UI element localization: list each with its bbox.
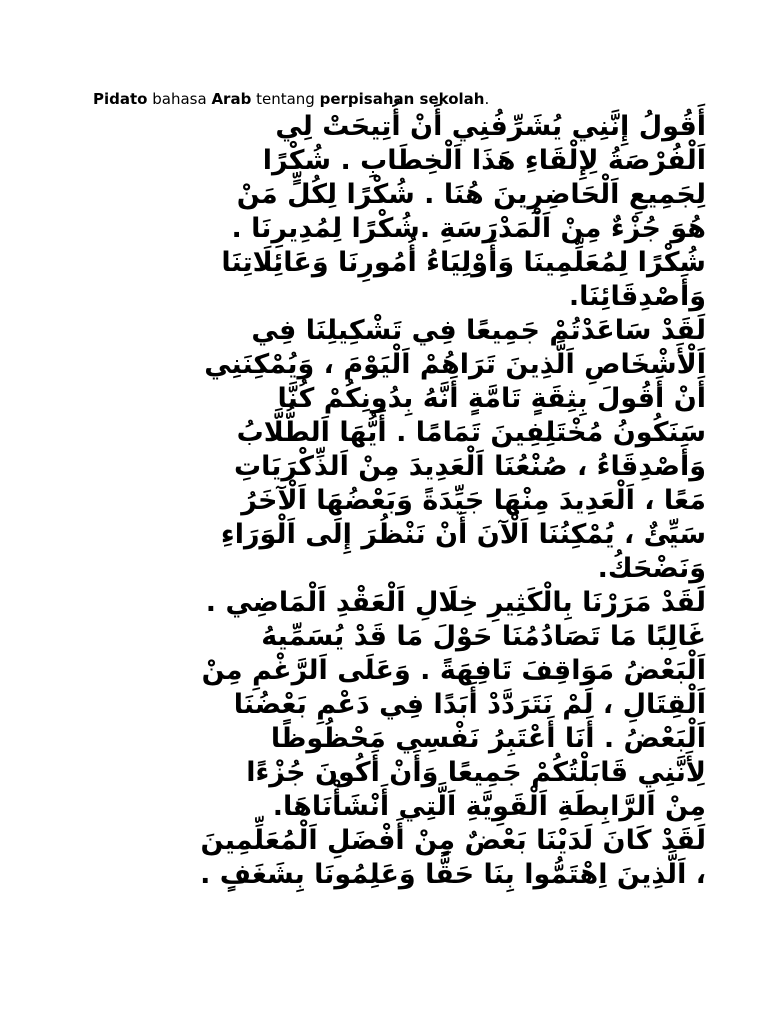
paragraph bbox=[90, 586, 706, 824]
text-line: لَقَدْ مَرَرْنَا بِالْكَثِيرِ خِلَالِ اَلْعَقْدِ اَلْمَاضِي . bbox=[205, 587, 706, 618]
title-segment: Pidato bbox=[93, 90, 148, 108]
paragraph bbox=[90, 110, 706, 314]
paragraph bbox=[90, 824, 706, 892]
text-line: سَنَكُونُ مُخْتَلِفِينَ تَمَامًا . أَيُّهَا اَلطُّلَّابُ bbox=[236, 417, 706, 448]
title-segment: perpisahan sekolah bbox=[319, 90, 485, 108]
text-line: لَقَدْ سَاعَدْتُمْ جَمِيعًا فِي تَشْكِيلِنَا فِي bbox=[251, 315, 706, 346]
text-line: لِأَنَّنِي قَابَلْتُكُمْ جَمِيعًا وَأَنْ أَكُونَ جُزْءًا bbox=[246, 757, 706, 788]
text-line: هُوَ جُزْءٌ مِنْ اَلْمَدْرَسَةِ .شُكْرًا لِمُدِيرِنَا . bbox=[231, 213, 706, 244]
text-line: مِنْ اَلرَّابِطَةِ اَلْقَوِيَّةِ اَلَّتِي أَنْشَأْنَاهَا. bbox=[272, 791, 706, 822]
text-line: اَلْبَعْضُ مَوَاقِفَ تَافِهَةً . وَعَلَى اَلرَّغْمِ مِنْ bbox=[201, 655, 706, 686]
document-title bbox=[93, 89, 489, 109]
text-line: مَعًا ، اَلْعَدِيدَ مِنْهَا جَيِّدَةً وَبَعْضُهَا اَلْآخَرُ bbox=[241, 485, 706, 516]
text-line: أَقُولُ إِنَّنِي يُشَرِّفُنِي أَنْ أُتِيحَتْ لِي bbox=[275, 111, 706, 142]
arabic-speech-body bbox=[90, 110, 706, 892]
text-line: ، اَلَّذِينَ اِهْتَمُّوا بِنَا حَقًّا وَعَلِمُونَا بِشَغَفٍ . bbox=[200, 859, 706, 890]
title-segment: tentang bbox=[251, 90, 320, 108]
text-line: لِجَمِيعِ اَلْحَاضِرِينَ هُنَا . شُكْرًا لِكُلٍّ مَنْ bbox=[236, 179, 706, 210]
text-line: لَقَدْ كَانَ لَدَيْنَا بَعْضٌ مِنْ أَفْضَلِ اَلْمُعَلِّمِينَ bbox=[200, 825, 706, 856]
title-segment: . bbox=[484, 90, 490, 108]
text-line: اَلْبَعْضُ . أَنَا أَعْتَبِرُ نَفْسِي مَحْظُوظًا bbox=[270, 723, 706, 754]
text-line: غَالِبًا مَا تَصَادُمُنَا حَوْلَ مَا قَدْ يُسَمِّيهُ bbox=[261, 621, 706, 652]
text-line: وَنَضْحَكُ. bbox=[597, 553, 706, 584]
text-line: أَنْ أَقُولَ بِثِقَةٍ تَامَّةٍ أَنَّهُ بِدُونِكُمْ كُنَّا bbox=[277, 383, 706, 414]
text-line: وَأَصْدِقَاءُ ، صُنْعُنَا اَلْعَدِيدَ مِنْ اَلذِّكْرَيَاتِ bbox=[234, 451, 706, 482]
title-segment: bahasa bbox=[147, 90, 212, 108]
text-line: اَلْفُرْصَةُ لِإِلْقَاءِ هَذَا اَلْخِطَابِ . شُكْرًا bbox=[262, 145, 706, 176]
text-line: سَيِّئٌ ، يُمْكِنُنَا اَلْآنَ أَنْ نَنْظُرَ إِلَى اَلْوَرَاءِ bbox=[220, 519, 706, 550]
text-line: وَأَصْدِقَائِنَا. bbox=[568, 281, 706, 312]
text-line: اَلْقِتَالِ ، لَمْ نَتَرَدَّدْ أَبَدًا فِي دَعْمِ بَعْضُنَا bbox=[233, 689, 706, 720]
paragraph bbox=[90, 314, 706, 586]
text-line: شُكْرًا لِمُعَلِّمِينَا وَأَوْلِيَاءُ أُمُورِنَا وَعَائِلَاتِنَا bbox=[221, 247, 706, 278]
title-segment: Arab bbox=[211, 90, 252, 108]
text-line: اَلْأَشْخَاصِ اَلَّذِينَ تَرَاهُمْ اَلْيَوْمَ ، وَيُمْكِنَنِي bbox=[204, 349, 706, 380]
